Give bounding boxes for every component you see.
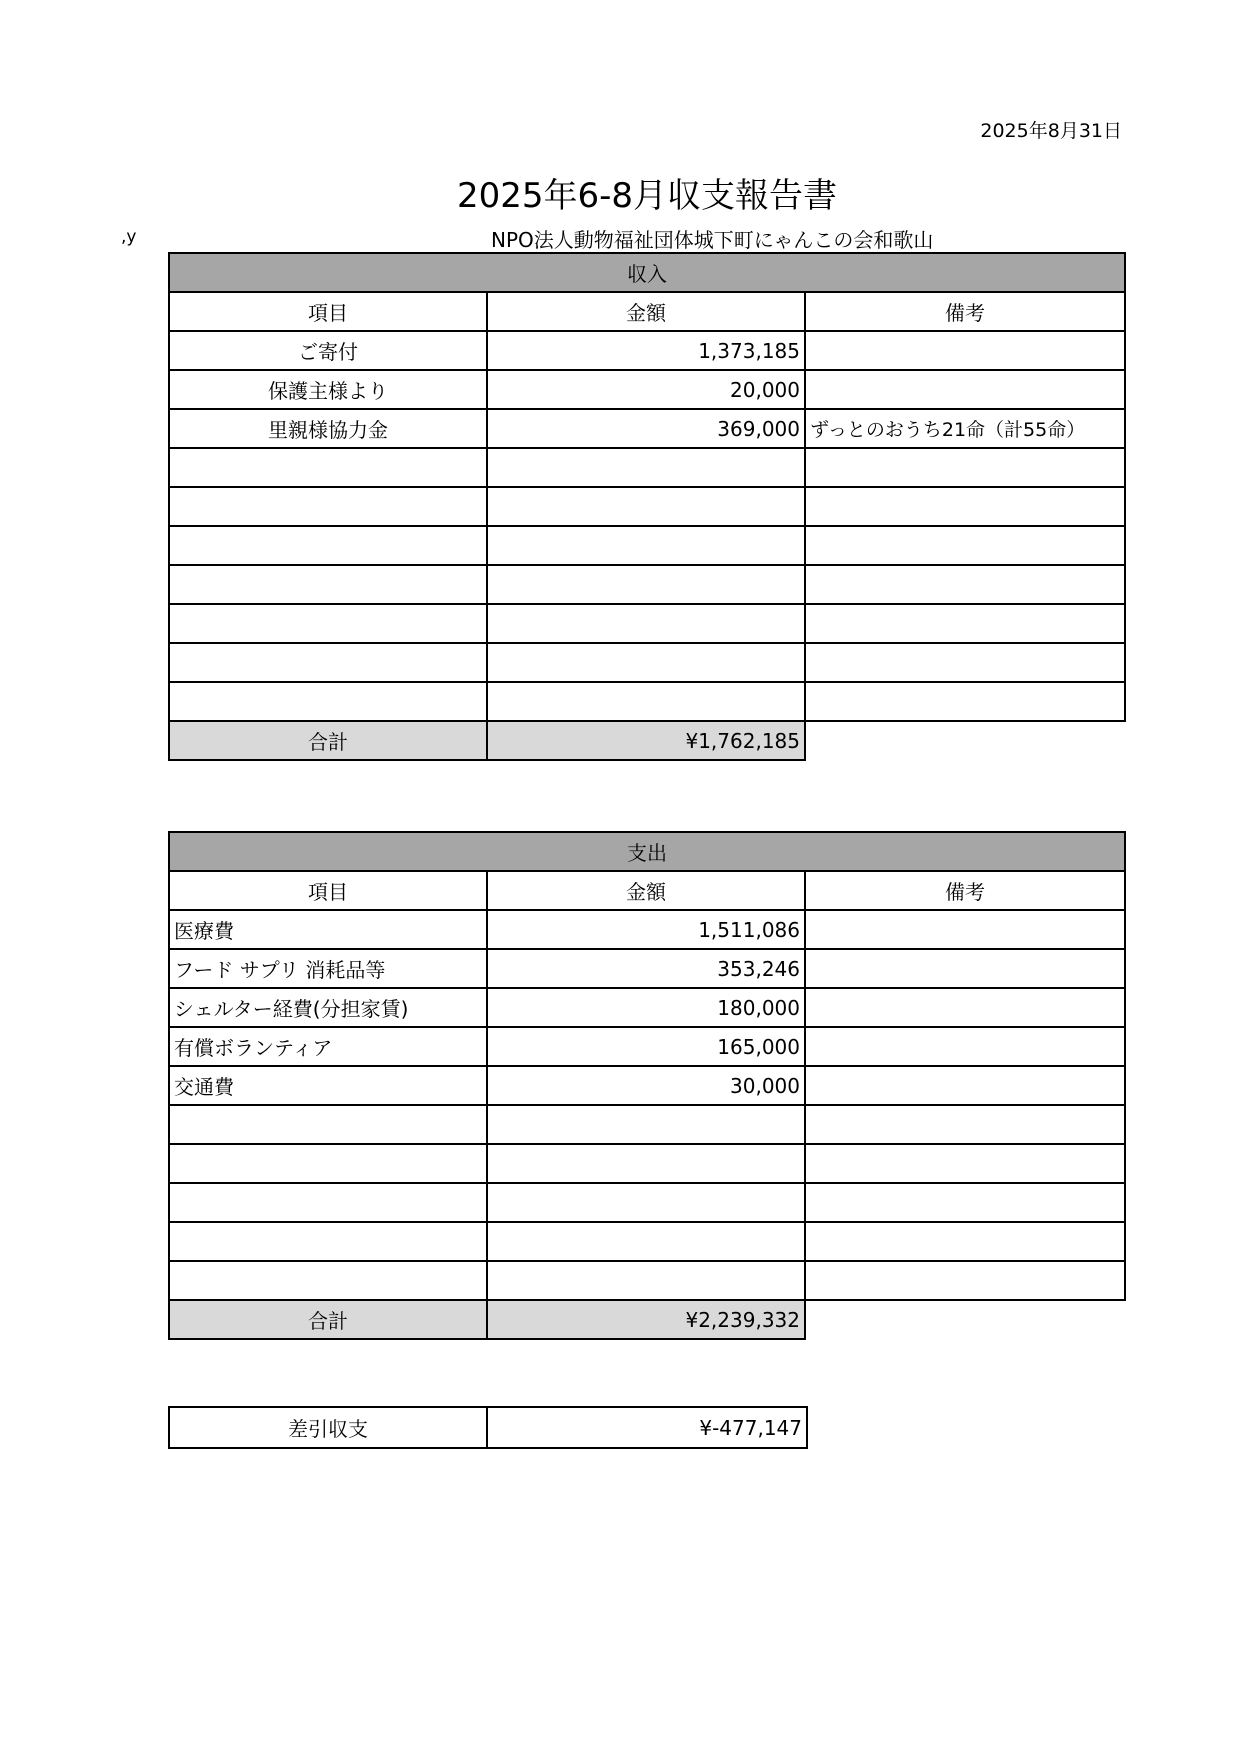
empty-row [169,1105,1125,1144]
empty-row [169,448,1125,487]
empty-row [169,487,1125,526]
table-row [169,988,1125,1027]
empty-row [169,682,1125,721]
balance-row [169,1407,807,1448]
income-note [805,331,1125,370]
expense-col-note: 備考 [805,871,1125,910]
table-row [169,370,1125,409]
table-row [169,949,1125,988]
report-date: 2025年8月31日 [980,120,1122,142]
empty-row [169,1222,1125,1261]
expense-col-amount: 金額 [487,871,805,910]
income-item: 保護主様より [169,370,487,409]
income-col-note: 備考 [805,292,1125,331]
organization-name: NPO法人動物福祉団体城下町にゃんこの会和歌山 [491,228,934,252]
income-table [168,252,1126,761]
income-item: ご寄付 [169,331,487,370]
expense-header-row [169,832,1125,871]
expense-amount: 1,511,086 [487,910,805,949]
income-total-row [169,721,1125,760]
expense-item: 医療費 [169,910,487,949]
income-total-value: ¥1,762,185 [487,721,805,760]
income-total-label: 合計 [169,721,487,760]
expense-item: フード サプリ 消耗品等 [169,949,487,988]
income-amount: 369,000 [487,409,805,448]
empty-row [169,1183,1125,1222]
report-title: 2025年6-8月収支報告書 [456,176,838,216]
expense-amount: 30,000 [487,1066,805,1105]
expense-col-item: 項目 [169,871,487,910]
table-row [169,910,1125,949]
expense-column-row [169,871,1125,910]
expense-amount: 165,000 [487,1027,805,1066]
income-note [805,370,1125,409]
empty-row [169,643,1125,682]
income-note: ずっとのおうち21命（計55命） [805,409,1125,448]
income-col-amount: 金額 [487,292,805,331]
empty-row [169,1144,1125,1183]
expense-note [805,1066,1125,1105]
expense-amount: 180,000 [487,988,805,1027]
expense-total-value: ¥2,239,332 [487,1300,805,1339]
empty-row [169,604,1125,643]
expense-total-row [169,1300,1125,1339]
empty-row [169,526,1125,565]
table-row [169,1027,1125,1066]
expense-note [805,949,1125,988]
expense-note [805,988,1125,1027]
income-col-item: 項目 [169,292,487,331]
expense-item: 交通費 [169,1066,487,1105]
table-row [169,331,1125,370]
expense-table [168,831,1126,1340]
expense-heading: 支出 [169,832,1125,871]
balance-value: ¥-477,147 [487,1407,807,1448]
expense-note [805,1027,1125,1066]
income-item: 里親様協力金 [169,409,487,448]
income-header-row [169,253,1125,292]
table-row [169,1066,1125,1105]
table-row [169,409,1125,448]
expense-note [805,910,1125,949]
expense-item: シェルター経費(分担家賃) [169,988,487,1027]
income-column-row [169,292,1125,331]
empty-row [169,565,1125,604]
income-amount: 20,000 [487,370,805,409]
income-amount: 1,373,185 [487,331,805,370]
stray-mark: ,y [121,227,137,247]
empty-row [169,1261,1125,1300]
expense-item: 有償ボランティア [169,1027,487,1066]
expense-amount: 353,246 [487,949,805,988]
balance-label: 差引収支 [169,1407,487,1448]
expense-total-label: 合計 [169,1300,487,1339]
income-heading: 収入 [169,253,1125,292]
balance-table [168,1406,808,1449]
